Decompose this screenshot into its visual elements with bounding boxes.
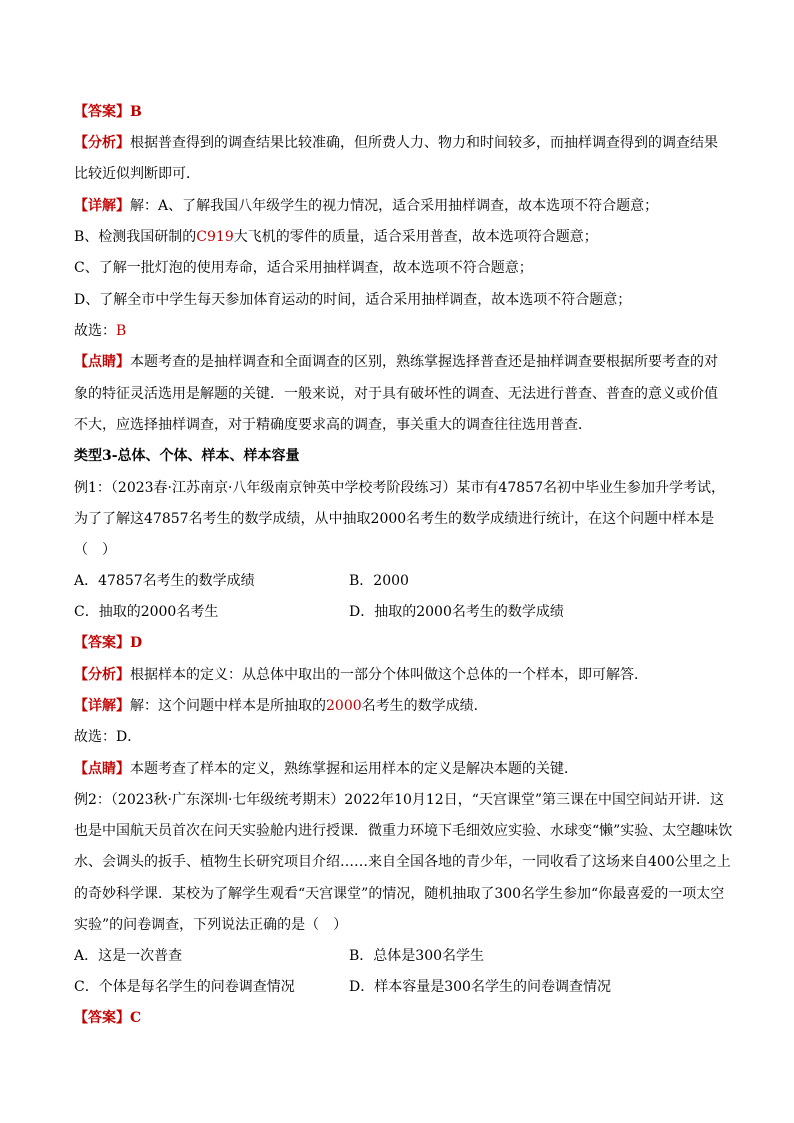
section-heading: 类型3-总体、个体、样本、样本容量 — [74, 448, 300, 464]
analysis-1-line-1: 【分析】根据普查得到的调查结果比较准确，但所费人力、物力和时间较多，而抽样调查得到的调查结果 — [74, 135, 718, 151]
example-2-option-c: C．个体是每名学生的问卷调查情况 — [74, 979, 295, 995]
solution-1-a: 【详解】解：A、了解我国八年级学生的视力情况，适合采用抽样调查，故本选项不符合题意； — [74, 198, 659, 214]
example-2-line-2: 也是中国航天员首次在问天实验舱内进行授课．微重力环境下毛细效应实验、水球变“懒”实验、太空趣味饮 — [74, 823, 733, 839]
example-2-line-1: 例2：（2023秋·广东深圳·七年级统考期末）2022年10月12日，“天宫课堂”第三课在中国空间站开讲．这 — [74, 792, 725, 808]
example-2-option-d: D．样本容量是300名学生的问卷调查情况 — [349, 979, 611, 995]
example-1-option-c: C．抽取的2000名考生 — [74, 604, 219, 620]
example-1-option-d: D．抽取的2000名考生的数学成绩 — [349, 604, 564, 620]
example-1-line-2: 为了了解这47857名考生的数学成绩，从中抽取2000名考生的数学成绩进行统计，在这个问题中样本是 — [74, 511, 715, 527]
choice-1: 故选：B — [74, 323, 127, 339]
solution-1-c: C、了解一批灯泡的使用寿命，适合采用抽样调查，故本选项不符合题意； — [74, 260, 533, 276]
solution-2: 【详解】解：这个问题中样本是所抽取的2000名考生的数学成绩． — [74, 698, 488, 714]
solution-1-d: D、了解全市中学生每天参加体育运动的时间，适合采用抽样调查，故本选项不符合题意； — [74, 292, 632, 308]
example-1-line-1: 例1：（2023春·江苏南京·八年级南京钟英中学校考阶段练习）某市有47857名初中毕业生参加升学考试， — [74, 480, 725, 496]
comment-1-line-1: 【点睛】本题考查的是抽样调查和全面调查的区别，熟练掌握选择普查还是抽样调查要根据所要考查的对 — [74, 354, 718, 370]
example-2-option-b: B．总体是300名学生 — [349, 948, 485, 964]
comment-1-line-3: 不大，应选择抽样调查，对于精确度要求高的调查，事关重大的调查往往选用普查． — [74, 417, 592, 433]
comment-1-line-2: 象的特征灵活选用是解题的关键．一般来说，对于具有破坏性的调查、无法进行普查、普查的意义或价值 — [74, 386, 718, 402]
answer-3: 【答案】C — [74, 1010, 142, 1026]
answer-1: 【答案】B — [74, 104, 142, 120]
choice-2: 故选：D． — [74, 729, 142, 745]
example-2-line-4: 的奇妙科学课．某校为了解学生观看“天宫课堂”的情况，随机抽取了300名学生参加“你最喜爱的一项太空 — [74, 886, 725, 902]
comment-2: 【点睛】本题考查了样本的定义，熟练掌握和运用样本的定义是解决本题的关键． — [74, 761, 578, 777]
example-2-line-5: 实验”的问卷调查，下列说法正确的是（ ） — [74, 917, 348, 933]
analysis-2: 【分析】根据样本的定义：从总体中取出的一部分个体叫做这个总体的一个样本，即可解答． — [74, 667, 648, 683]
answer-2: 【答案】D — [74, 635, 143, 651]
example-2-line-3: 水、会调头的扳手、植物生长研究项目介绍……来自全国各地的青少年，一同收看了这场来自400公里之上 — [74, 854, 731, 870]
solution-1-b: B、检测我国研制的C919大飞机的零件的质量，适合采用普查，故本选项符合题意； — [74, 229, 598, 245]
example-1-line-3: （ ） — [74, 542, 116, 558]
analysis-1-line-2: 比较近似判断即可． — [74, 166, 200, 182]
example-2-option-a: A．这是一次普查 — [74, 948, 183, 964]
example-1-option-b: B．2000 — [349, 573, 409, 589]
example-1-option-a: A．47857名考生的数学成绩 — [74, 573, 255, 589]
